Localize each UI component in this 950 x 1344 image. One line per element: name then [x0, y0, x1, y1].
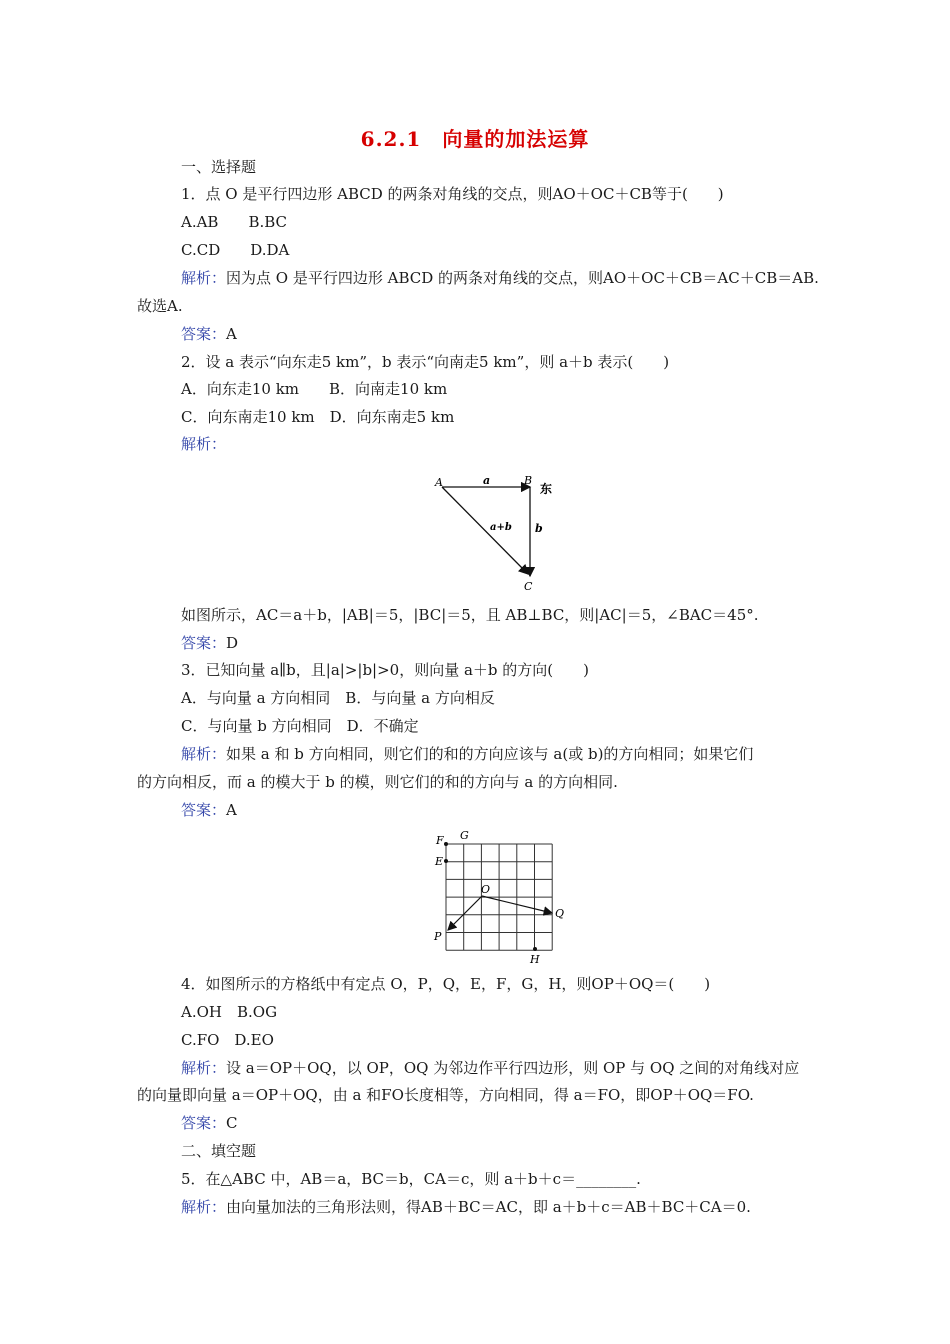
q3-explanation-cont: 的方向相反，而 a 的模大于 b 的模，则它们的和的方向与 a 的方向相同.	[137, 773, 618, 791]
label-a: a	[483, 474, 491, 487]
q1-options-ab: A.AB B.BC	[181, 213, 288, 231]
q2-explanation-label	[181, 434, 226, 454]
triangle-figure	[420, 470, 570, 595]
vector-OP-line	[448, 896, 482, 930]
answer-label: 答案：	[181, 325, 227, 343]
q3-options-ab: A．与向量 a 方向相同 B．与向量 a 方向相反	[181, 689, 495, 707]
q2-stem: 2．设 a 表示“向东走5 km”，b 表示“向南走5 km”，则 a＋b 表示( )	[181, 353, 670, 371]
answer-label: 答案：	[181, 801, 227, 819]
label-Q: Q	[555, 907, 565, 920]
q4-answer-value: C	[226, 1114, 238, 1132]
label-B: B	[524, 474, 533, 487]
point-F	[444, 842, 448, 846]
q1-explanation-text: 因为点 O 是平行四边形 ABCD 的两条对角线的交点，则AO＋OC＋CB＝AC＋CB＝AB.	[226, 269, 819, 287]
grid-figure	[428, 826, 568, 968]
q1-explanation-cont: 故选A.	[137, 297, 183, 315]
explanation-label: 解析：	[181, 1198, 227, 1216]
q4-explanation-cont: 的向量即向量 a＝OP＋OQ，由 a 和FO长度相等，方向相同，得 a＝FO，即OP＋OQ＝FO.	[137, 1086, 754, 1104]
label-b: b	[535, 522, 543, 535]
q3-answer	[181, 800, 237, 820]
explanation-label: 解析：	[181, 1059, 227, 1077]
q4-explanation	[181, 1058, 799, 1078]
q1-explanation	[181, 268, 819, 288]
q2-answer	[181, 633, 238, 653]
q1-answer	[181, 324, 237, 344]
q4-options-ab: A.OH B.OG	[181, 1003, 278, 1021]
vector-a-plus-b-line	[442, 487, 528, 574]
q2-explanation-text: 如图所示，AC＝a＋b，|AB|＝5，|BC|＝5，且 AB⊥BC，则|AC|＝5，∠BAC＝45°.	[181, 606, 759, 624]
q5-stem: 5．在△ABC 中，AB＝a，BC＝b，CA＝c，则 a＋b＋c＝________.	[181, 1170, 641, 1188]
label-a-plus-b: a+b	[490, 522, 512, 533]
q5-explanation-text: 由向量加法的三角形法则，得AB＋BC＝AC，即 a＋b＋c＝AB＋BC＋CA＝0.	[226, 1198, 751, 1216]
q2-options-cd: C．向东南走10 km D．向东南走5 km	[181, 408, 455, 426]
q4-explanation-text: 设 a＝OP＋OQ，以 OP，OQ 为邻边作平行四边形，则 OP 与 OQ 之间的对角线对应	[226, 1059, 800, 1077]
q2-options-ab: A．向东走10 km B．向南走10 km	[181, 380, 448, 398]
explanation-label: 解析：	[181, 745, 227, 763]
q4-answer	[181, 1113, 238, 1133]
label-O: O	[481, 883, 491, 896]
q3-options-cd: C．与向量 b 方向相同 D．不确定	[181, 717, 419, 735]
point-E	[444, 859, 448, 863]
q3-stem: 3．已知向量 a∥b，且|a|>|b|>0，则向量 a＋b 的方向( )	[181, 661, 590, 679]
q3-explanation-text: 如果 a 和 b 方向相同，则它们的和的方向应该与 a(或 b)的方向相同；如果它们	[226, 745, 754, 763]
grid-lines	[446, 844, 552, 950]
section-heading-fill: 二、填空题	[181, 1142, 257, 1160]
q1-options-cd: C.CD D.DA	[181, 241, 290, 259]
page-title: 6.2.1 向量的加法运算	[360, 127, 590, 151]
label-C: C	[524, 580, 533, 593]
q1-stem: 1．点 O 是平行四边形 ABCD 的两条对角线的交点，则AO＋OC＋CB等于( )	[181, 185, 724, 203]
explanation-label: 解析：	[181, 269, 227, 287]
answer-label: 答案：	[181, 1114, 227, 1132]
q4-options-cd: C.FO D.EO	[181, 1031, 274, 1049]
point-H	[533, 947, 537, 951]
q5-explanation	[181, 1197, 751, 1217]
label-A: A	[435, 476, 443, 489]
q3-answer-value: A	[226, 801, 237, 819]
label-E: E	[435, 855, 444, 868]
q2-answer-value: D	[226, 634, 239, 652]
section-heading-choice: 一、选择题	[181, 158, 257, 176]
label-G: G	[460, 829, 469, 842]
label-east: 东	[540, 482, 553, 496]
explanation-label: 解析：	[181, 435, 227, 453]
label-F: F	[436, 834, 444, 847]
label-P: P	[434, 930, 442, 943]
q1-answer-value: A	[226, 325, 237, 343]
answer-label: 答案：	[181, 634, 227, 652]
label-H: H	[530, 953, 540, 966]
q3-explanation	[181, 744, 753, 764]
q4-stem: 4．如图所示的方格纸中有定点 O，P，Q，E，F，G，H，则OP＋OQ＝( )	[181, 975, 711, 993]
